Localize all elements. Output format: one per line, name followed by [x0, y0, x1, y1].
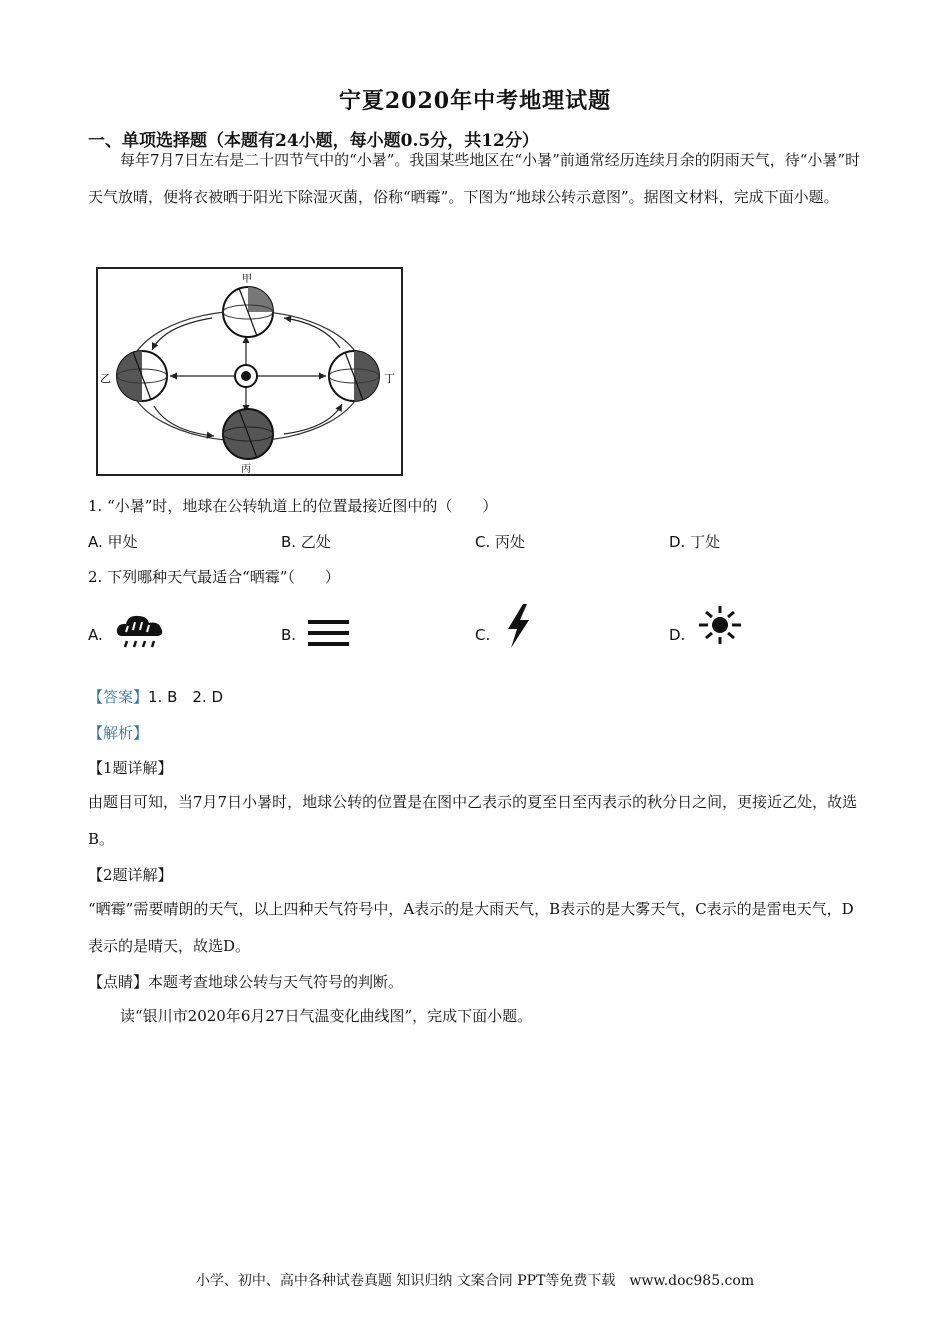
fog-icon [307, 617, 351, 651]
earth-jia [223, 287, 273, 337]
detail-1-text: 由题目可知，当7月7日小暑时，地球公转的位置是在图中乙表示的夏至日至丙表示的秋分日之间，更接近乙处，故选B。 [88, 793, 858, 848]
answer-text: 1. B 2. D [148, 688, 224, 706]
label-ding: 丁 [384, 372, 395, 385]
sun-core [241, 371, 251, 381]
label-bing: 丙 [241, 464, 251, 475]
q2-option-b[interactable]: B. [281, 626, 297, 644]
thunder-icon [502, 603, 534, 649]
q2-option-a[interactable]: A. [88, 626, 103, 644]
label-jia: 甲 [242, 274, 252, 285]
comment-line [88, 971, 403, 992]
earth-revolution-diagram [94, 266, 404, 478]
page-footer[interactable]: 小学、初中、高中各种试卷真题 知识归纳 文案合同 PPT等免费下载 www.doc985.com [195, 1273, 755, 1289]
earth-ding [329, 351, 379, 401]
section-heading: 一、单项选择题（本题有24小题，每小题0.5分，共12分） [88, 131, 539, 151]
q1-option-a[interactable]: A. 甲处 [88, 533, 138, 551]
detail-1-title: 【1题详解】 [88, 759, 173, 777]
earth-bing [223, 409, 273, 459]
q2-option-c[interactable]: C. [475, 626, 491, 644]
heavy-rain-icon [114, 612, 168, 652]
question-2: 2. 下列哪种天气最适合“晒霉”（ ） [88, 568, 340, 586]
comment-tag: 【点睛】 [88, 973, 149, 991]
sunny-icon [696, 605, 744, 645]
earth-yi [117, 351, 167, 401]
comment-text: 本题考查地球公转与天气符号的判断。 [148, 973, 404, 991]
q2-option-d[interactable]: D. [669, 626, 686, 644]
analysis-tag: 【解析】 [88, 724, 149, 742]
detail-2-title: 【2题详解】 [88, 866, 173, 884]
intro-paragraph: 每年7月7日左右是二十四节气中的“小暑”。我国某些地区在“小暑”前通常经历连续月余的阴雨天气，待“小暑”时天气放晴，便将衣被晒于阳光下除湿灭菌，俗称“晒霉”。下图为“地球公转示意图”。据图文材料，完成下面小题。 [88, 151, 861, 206]
question-1: 1. “小暑”时，地球在公转轨道上的位置最接近图中的（ ） [88, 497, 498, 515]
answer-line [88, 686, 223, 707]
answer-tag: 【答案】 [88, 688, 149, 706]
page-title: 宁夏2020年中考地理试题 [338, 88, 612, 114]
q1-option-d[interactable]: D. 丁处 [669, 533, 721, 551]
q1-option-c[interactable]: C. 丙处 [475, 533, 526, 551]
label-yi: 乙 [100, 372, 111, 385]
q1-option-b[interactable]: B. 乙处 [281, 533, 331, 551]
next-intro: 读“银川市2020年6月27日气温变化曲线图”，完成下面小题。 [120, 1007, 533, 1025]
detail-2-text: “晒霉”需要晴朗的天气，以上四种天气符号中，A表示的是大雨天气，B表示的是大雾天气，C表示的是雷电天气，D表示的是晴天，故选D。 [88, 900, 854, 955]
